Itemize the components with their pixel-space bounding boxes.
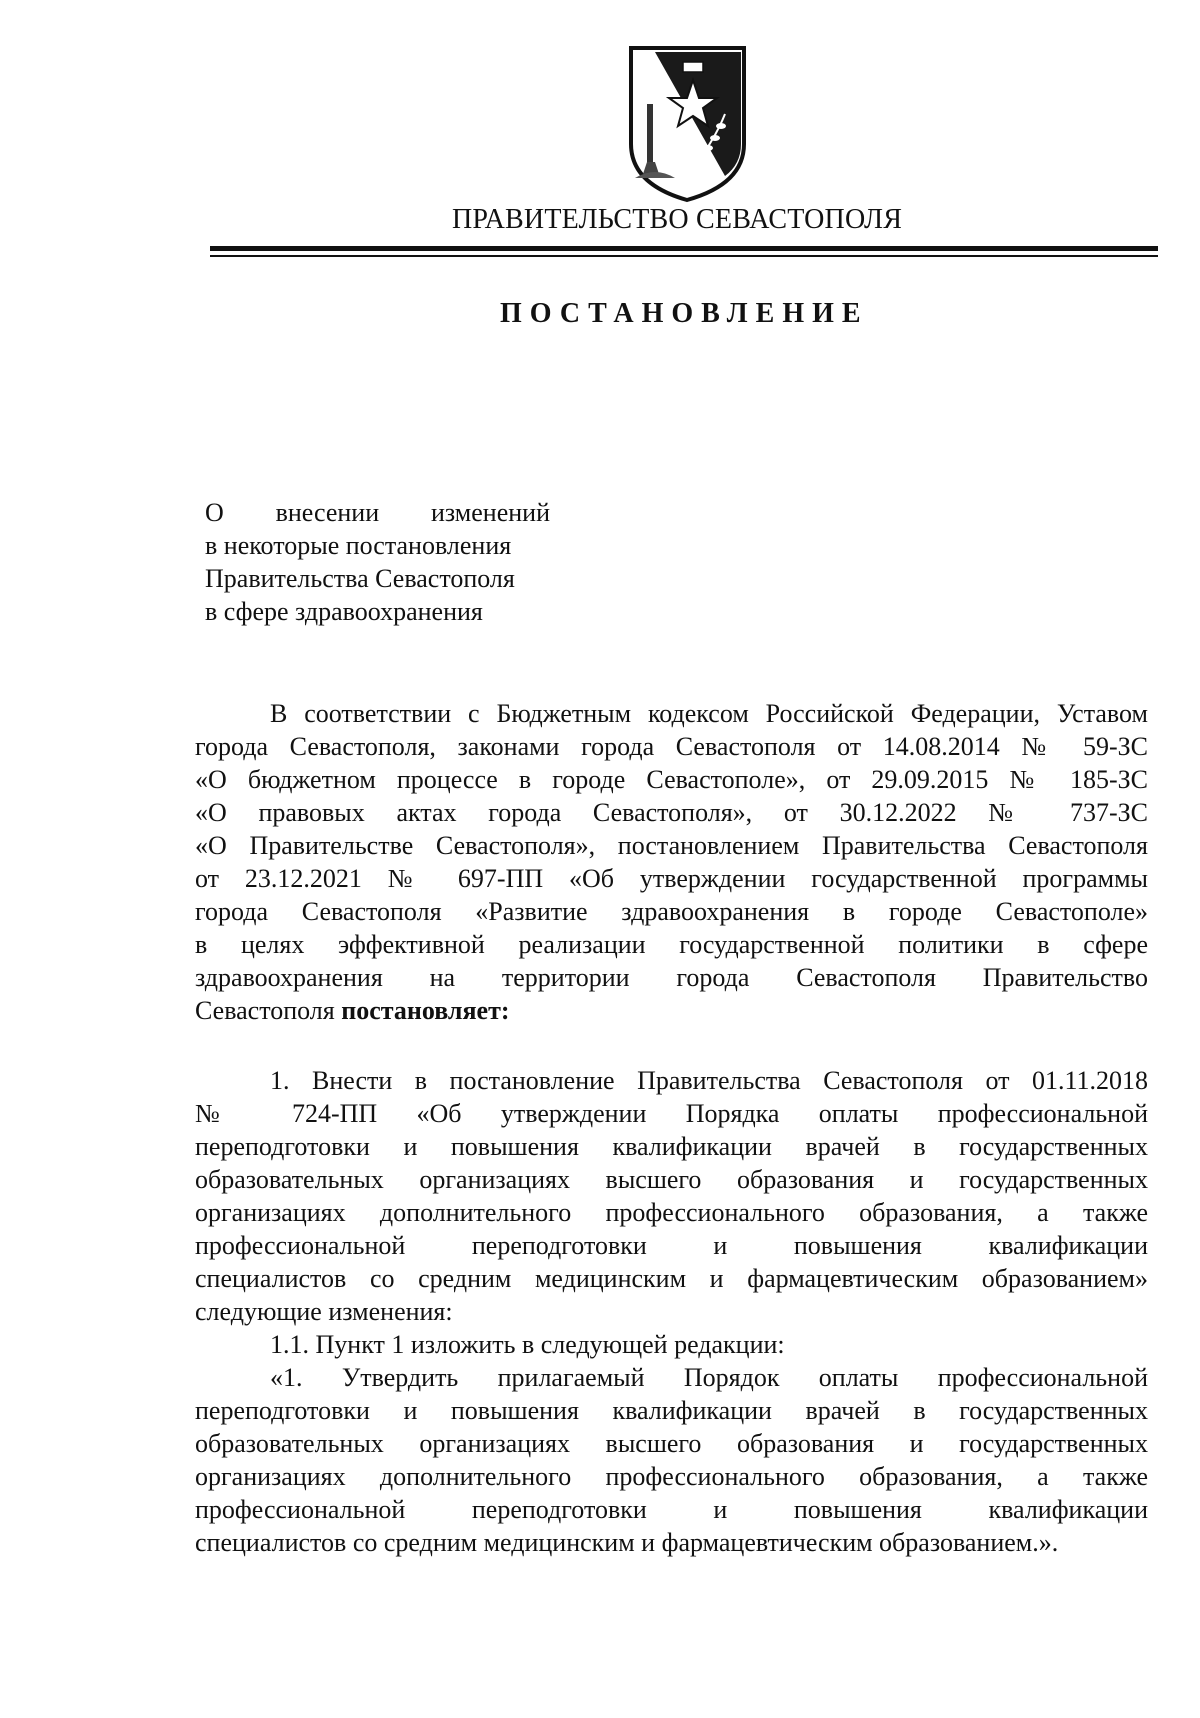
item1-1-line: «1. Утвердить прилагаемый Порядок оплаты профессиональной xyxy=(270,1363,1148,1392)
preamble-line: здравоохранения на территории города Севастополя Правительство xyxy=(195,963,1148,992)
preamble-line: В соответствии с Бюджетным кодексом Российской Федерации, Уставом xyxy=(270,699,1148,728)
preamble-last-text: Севастополя xyxy=(195,996,335,1025)
item1-line: следующие изменения: xyxy=(195,1297,453,1326)
resolves-keyword: постановляет: xyxy=(341,996,510,1025)
subject-line: Правительства Севастополя xyxy=(205,564,515,593)
document-type: ПОСТАНОВЛЕНИЕ xyxy=(500,298,869,329)
item1-line: переподготовки и повышения квалификации врачей в государственных xyxy=(195,1132,1148,1161)
preamble-line: города Севастополя «Развитие здравоохранения в городе Севастополе» xyxy=(195,897,1148,926)
item1-1-line: переподготовки и повышения квалификации врачей в государственных xyxy=(195,1396,1148,1425)
paragraph-gap xyxy=(195,1027,1148,1064)
preamble-line: в целях эффективной реализации государственной политики в сфере xyxy=(195,930,1148,959)
item1-1-line: специалистов со средним медицинским и фармацевтическим образованием.». xyxy=(195,1528,1059,1557)
subject-line: в сфере здравоохранения xyxy=(205,597,483,626)
item1-line: профессиональной переподготовки и повышения квалификации xyxy=(195,1231,1148,1260)
document-subject xyxy=(205,496,550,628)
preamble-line: города Севастополя, законами города Севастополя от 14.08.2014 № 59-ЗС xyxy=(195,732,1148,761)
organization-name: ПРАВИТЕЛЬСТВО СЕВАСТОПОЛЯ xyxy=(452,204,903,235)
item1-1-heading: 1.1. Пункт 1 изложить в следующей редакции: xyxy=(270,1330,785,1359)
item1-line: организациях дополнительного профессионального образования, а также xyxy=(195,1198,1148,1227)
header-rule-thick xyxy=(210,246,1158,251)
preamble-last-line xyxy=(195,994,1148,1027)
preamble-line: «О Правительстве Севастополя», постановлением Правительства Севастополя xyxy=(195,831,1148,860)
item1-1-line: профессиональной переподготовки и повышения квалификации xyxy=(195,1495,1148,1524)
preamble-line: от 23.12.2021 № 697-ПП «Об утверждении государственной программы xyxy=(195,864,1148,893)
subject-line: О внесении изменений xyxy=(205,498,550,527)
preamble-line: «О правовых актах города Севастополя», от 30.12.2022 № 737-ЗС xyxy=(195,798,1148,827)
item1-line: специалистов со средним медицинским и фармацевтическим образованием» xyxy=(195,1264,1148,1293)
item1-line: № 724-ПП «Об утверждении Порядка оплаты профессиональной xyxy=(195,1099,1148,1128)
preamble-line: «О бюджетном процессе в городе Севастополе», от 29.09.2015 № 185-ЗС xyxy=(195,765,1148,794)
document-body xyxy=(195,697,1148,1559)
item1-1-line: образовательных организациях высшего образования и государственных xyxy=(195,1429,1148,1458)
item1-1-line: организациях дополнительного профессионального образования, а также xyxy=(195,1462,1148,1491)
sevastopol-coat-of-arms-icon xyxy=(625,44,750,204)
item1-line: 1. Внести в постановление Правительства Севастополя от 01.11.2018 xyxy=(270,1066,1148,1095)
item1-line: образовательных организациях высшего образования и государственных xyxy=(195,1165,1148,1194)
subject-line: в некоторые постановления xyxy=(205,531,512,560)
header-rule-thin xyxy=(210,255,1158,257)
